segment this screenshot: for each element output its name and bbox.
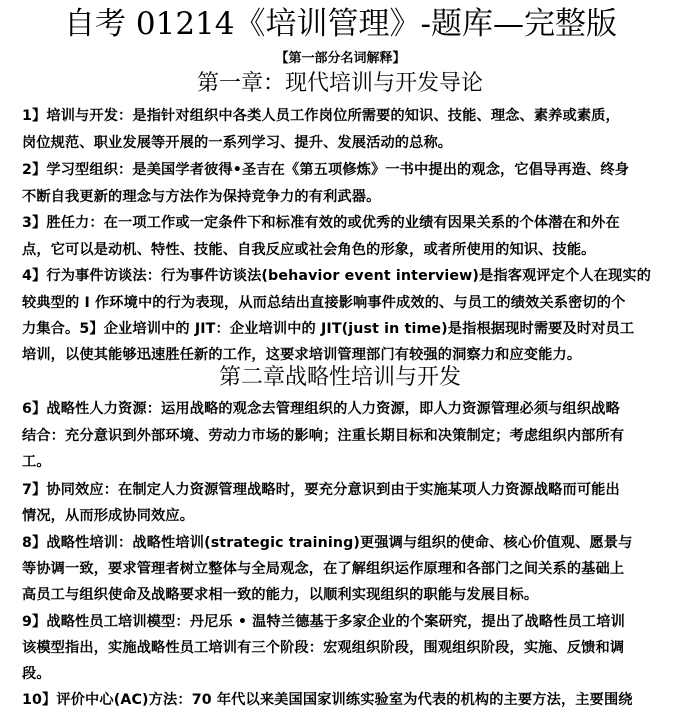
text-line: 2】学习型组织：是美国学者彼得•圣吉在《第五项修炼》一书中提出的观念，它倡导再造、终身 [22,162,630,178]
text-line: 9】战略性员工培训模型：丹尼乐 • 温特兰德基于多家企业的个案研究，提出了战略性员工培训 [22,614,625,630]
section-label: 【第一部分名词解释】 [275,51,406,66]
text-line: 等协调一致，要求管理者树立整体与全局观念，在了解组织运作原理和各部门之间关系的基础上 [22,561,625,577]
text-line: 7】协同效应：在制定人力资源管理战略时，要充分意识到由于实施某项人力资源战略而可能出 [22,482,620,498]
text-line: 不断自我更新的理念与方法作为保持竞争力的有利武器。 [22,189,381,205]
text-line: 8】战略性培训：战略性培训(strategic training)更强调与组织的使命、核心价值观、愿景与 [22,535,633,551]
text-line: 10】评价中心(AC)方法：70 年代以来美国国家训练实验室为代表的机构的主要方法，主要围绕 [22,692,633,708]
text-line: 结合：充分意识到外部环境、劳动力市场的影响；注重长期目标和决策制定；考虑组织内部所有 [22,428,625,444]
text-line: 6】战略性人力资源：运用战略的观念去管理组织的人力资源，即人力资源管理必须与组织战略 [22,401,620,417]
text-line: 高员工与组织使命及战略要求相一致的能力，以顺利实现组织的职能与发展目标。 [22,587,539,603]
text-line: 力集合。5】企业培训中的 JIT：企业培训中的 JIT(just in time)是指根据现时需要及时对员工 [22,321,635,337]
text-line: 段。 [22,666,51,682]
text-line: 该模型指出，实施战略性员工培训有三个阶段：宏观组织阶段，围观组织阶段，实施、反馈和调 [22,640,625,656]
text-line: 4】行为事件访谈法：行为事件访谈法(behavior event interview)是指客观评定个人在现实的 [22,268,652,284]
chapter-heading-2: 第二章战略性培训与开发 [218,365,461,390]
text-line: 培训，以使其能够迅速胜任新的工作，这要求培训管理部门有较强的洞察力和应变能力。 [22,347,582,363]
text-line: 情况，从而形成协同效应。 [22,508,195,524]
text-line: 工。 [22,454,51,470]
text-line: 3】胜任力：在一项工作或一定条件下和标准有效的或优秀的业绩有因果关系的个体潜在和外在 [22,215,620,231]
document-title: 自考 01214《培训管理》-题库—完整版 [64,6,617,42]
chapter-heading-1: 第一章：现代培训与开发导论 [196,71,483,96]
text-line: 较典型的 I 作环境中的行为表现，从而总结出直接影响事件成效的、与员工的绩效关系密切的个 [22,295,626,311]
text-line: 点，它可以是动机、特性、技能、自我反应或社会角色的形象，或者所使用的知识、技能。 [22,242,596,258]
text-line: 1】培训与开发：是指针对组织中各类人员工作岗位所需要的知识、技能、理念、素养或素质， [22,108,620,124]
text-line: 岗位规范、职业发展等开展的一系列学习、提升、发展活动的总称。 [22,135,453,151]
